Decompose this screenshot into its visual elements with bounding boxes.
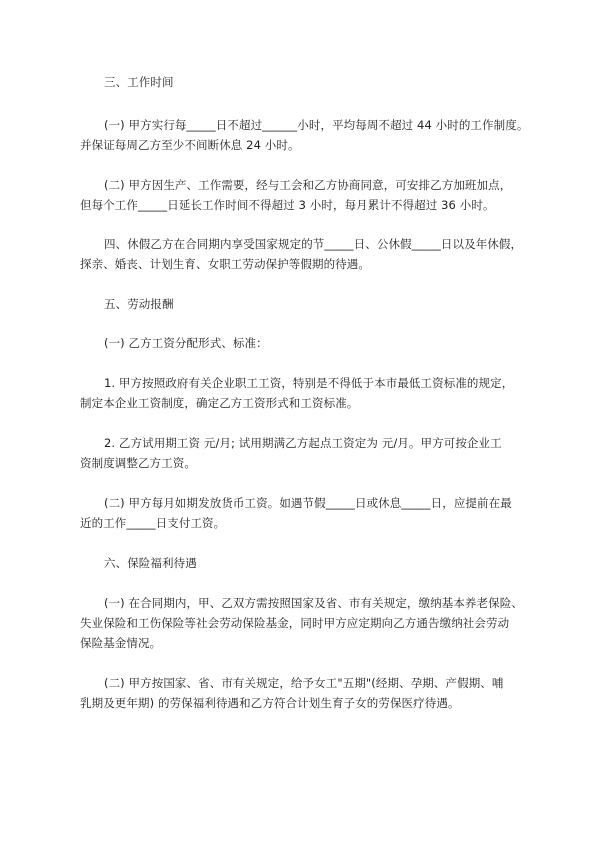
- paragraph-line: 制定本企业工资制度，确定乙方工资形式和工资标准。: [80, 396, 359, 410]
- paragraph-line: 但每个工作_____日延长工作时间不得超过 3 小时，每月累计不得超过 36 小时。: [80, 198, 495, 212]
- section-5-heading: 五、劳动报酬: [104, 297, 174, 311]
- paragraph-line: 1. 甲方按照政府有关企业职工工资，特别是不得低于本市最低工资标准的规定，: [104, 376, 514, 390]
- paragraph-line: 乳期及更年期) 的劳保福利待遇和乙方符合计划生育子女的劳保医疗待遇。: [80, 696, 460, 710]
- paragraph-line: 近的工作_____日支付工资。: [80, 516, 226, 530]
- paragraph-line: 探亲、婚丧、计划生育、女职工劳动保护等假期的待遇。: [80, 257, 370, 271]
- paragraph-line: 四、休假乙方在合同期内享受国家规定的节_____日、公休假_____日以及年休假，: [104, 237, 523, 251]
- section-6-heading: 六、保险福利待遇: [104, 556, 197, 570]
- paragraph-line: 失业保险和工伤保险等社会劳动保险基金，同时甲方应定期向乙方通告缴纳社会劳动: [80, 616, 510, 630]
- paragraph-line: 并保证每周乙方至少不间断休息 24 小时。: [80, 138, 300, 152]
- paragraph-line: (二) 甲方每月如期发放货币工资。如遇节假_____日或休息_____日，应提前在最: [104, 496, 512, 510]
- paragraph-line: 保险基金情况。: [80, 636, 162, 650]
- paragraph-line: (一) 在合同期内，甲、乙双方需按照国家及省、市有关规定，缴纳基本养老保险、: [104, 596, 523, 610]
- paragraph-line: (二) 甲方因生产、工作需要，经与工会和乙方协商同意，可安排乙方加班加点，: [104, 178, 512, 192]
- paragraph-5-1: (一) 乙方工资分配形式、标准：: [104, 336, 268, 350]
- section-3-heading: 三、工作时间: [104, 75, 174, 89]
- paragraph-line: (二) 甲方按国家、省、市有关规定，给予女工"五期"(经期、孕期、产假期、哺: [104, 676, 504, 690]
- paragraph-line: 资制度调整乙方工资。: [80, 456, 196, 470]
- paragraph-line: (一) 甲方实行每_____日不超过______小时，平均每周不超过 44 小时的工作制度。: [104, 118, 529, 132]
- paragraph-line: 2. 乙方试用期工资 元/月; 试用期满乙方起点工资定为 元/月。甲方可按企业工: [104, 436, 502, 450]
